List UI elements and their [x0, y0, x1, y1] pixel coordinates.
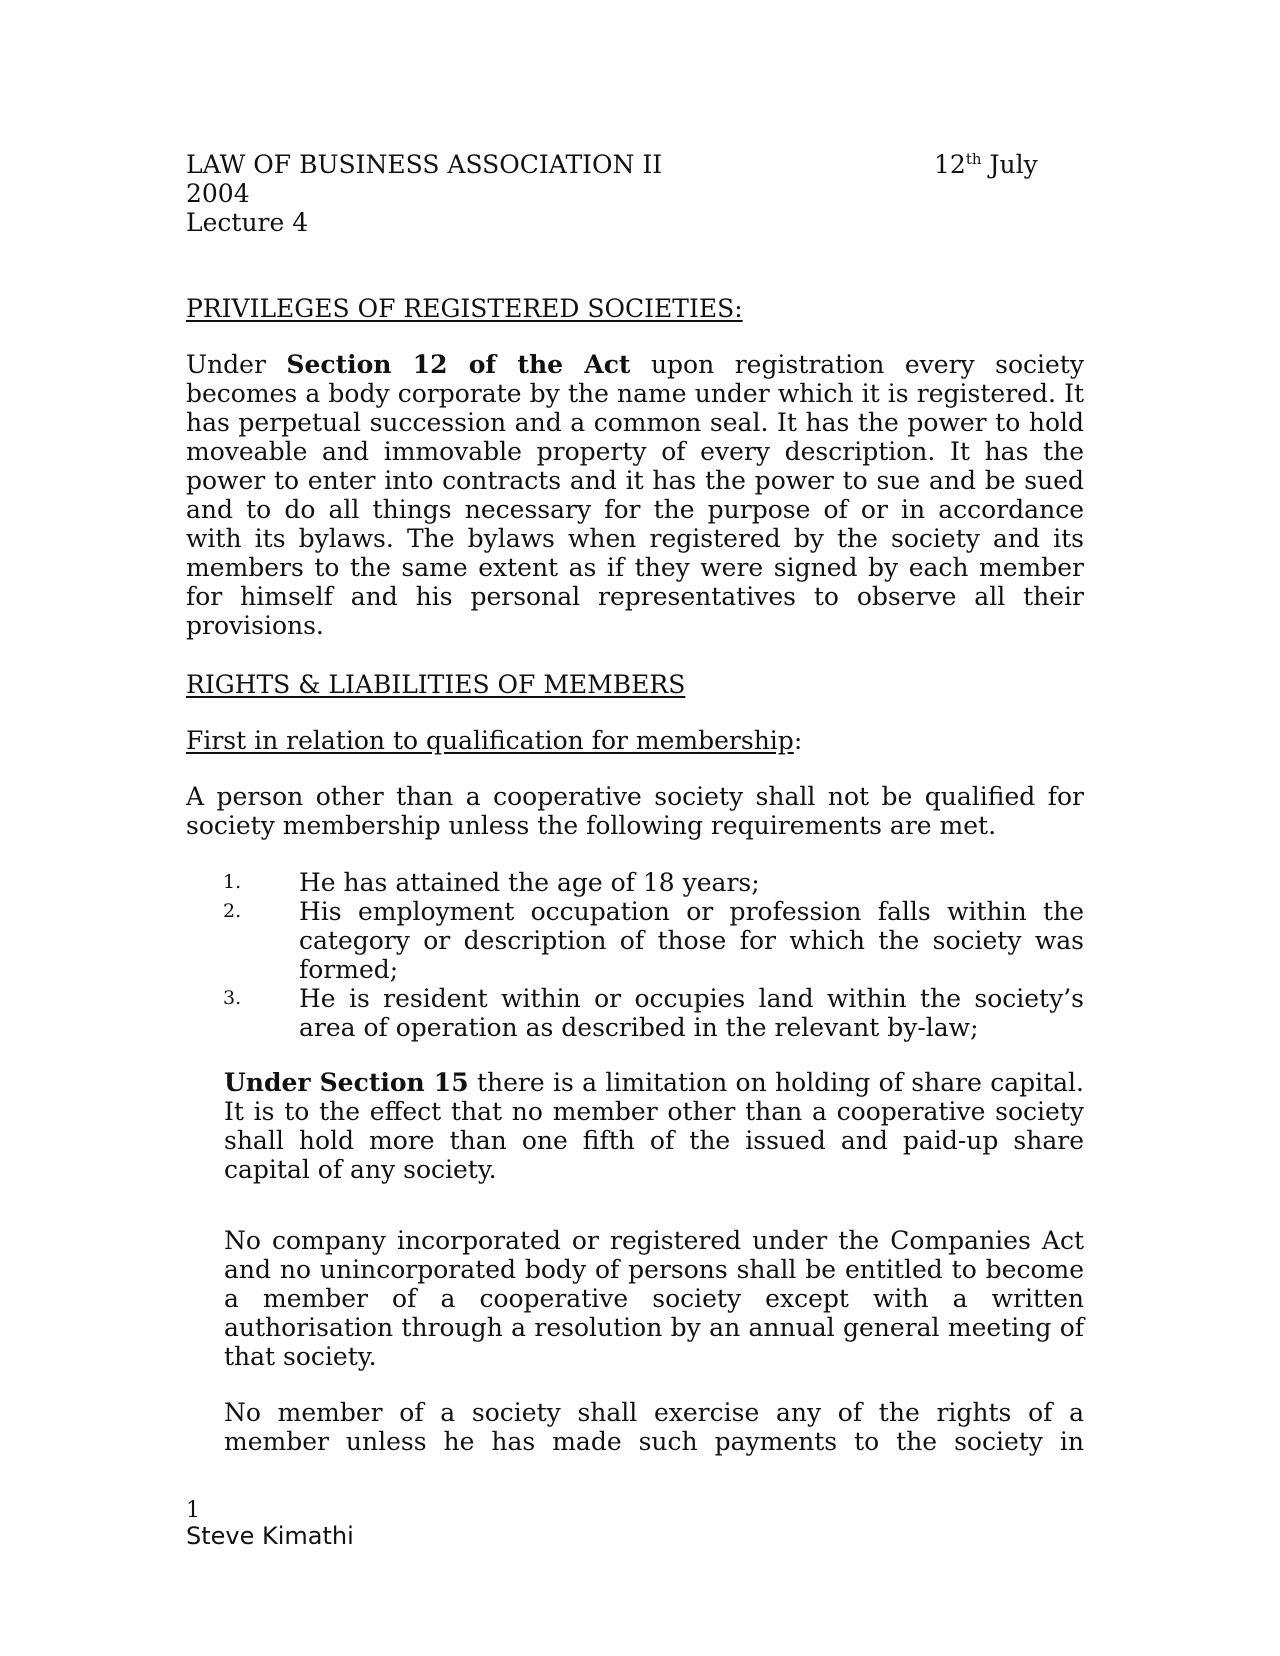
subheading-colon: :	[793, 726, 803, 755]
date-suffix: th	[965, 150, 982, 168]
share-capital-paragraph	[224, 1068, 1084, 1184]
list-number: 1.	[223, 871, 242, 893]
para-text: upon registration every society becomes a body corporate by the name under which it is registered. It has perpetual succession and a common seal. It has the power to hold moveable and immovable property of every description. It has the power to enter into contracts and it has the power to sue and be sued and to do all things necessary for the purpose of or in accordance with its bylaws. The bylaws when registered by the society and its members to the same extent as if they were signed by each member for himself and his personal representatives to observe all their provisions.	[186, 350, 1084, 640]
page-number: 1	[186, 1498, 200, 1523]
date-month: July	[981, 150, 1038, 179]
lecture-year: 2004	[186, 179, 250, 208]
list-item	[186, 868, 1084, 897]
statute-reference: Under Section 15	[224, 1068, 469, 1097]
lecture-date	[934, 150, 1038, 179]
course-title: LAW OF BUSINESS ASSOCIATION II	[186, 150, 663, 179]
lecture-number: Lecture 4	[186, 208, 309, 237]
list-number: 3.	[223, 987, 242, 1009]
date-day: 12	[934, 150, 966, 179]
subheading-qualification	[186, 726, 802, 755]
para-text: Under	[186, 350, 287, 379]
section-heading-privileges: PRIVILEGES OF REGISTERED SOCIETIES:	[186, 294, 743, 323]
section-heading-rights: RIGHTS & LIABILITIES OF MEMBERS	[186, 670, 686, 699]
member-rights-paragraph: No member of a society shall exercise any of the rights of a member unless he has made such payments to the society in	[224, 1398, 1084, 1456]
statute-reference: Section 12 of the Act	[286, 350, 631, 379]
list-number: 2.	[223, 900, 242, 922]
header-line	[186, 150, 1086, 179]
qualification-intro: A person other than a cooperative society shall not be qualified for society membership unless the following requirements are met.	[186, 782, 1084, 840]
list-text: He has attained the age of 18 years;	[299, 868, 760, 897]
list-item	[186, 984, 1084, 1042]
list-text: His employment occupation or profession falls within the category or description of those for which the society was formed;	[299, 897, 1084, 984]
list-text: He is resident within or occupies land within the society’s area of operation as described in the relevant by-law;	[299, 984, 1084, 1042]
list-item	[186, 897, 1084, 984]
privileges-paragraph	[186, 350, 1084, 640]
footer-author: Steve Kimathi	[186, 1522, 354, 1550]
para-text: there is a limitation on holding of share capital. It is to the effect that no member other than a cooperative society shall hold more than one fifth of the issued and paid-up share capital of any society.	[224, 1068, 1085, 1184]
subheading-text: First in relation to qualification for membership	[186, 726, 794, 755]
companies-paragraph: No company incorporated or registered under the Companies Act and no unincorporated body of persons shall be entitled to become a member of a cooperative society except with a written authorisation through a resolution by an annual general meeting of that society.	[224, 1226, 1084, 1371]
requirements-list	[186, 868, 1084, 1042]
